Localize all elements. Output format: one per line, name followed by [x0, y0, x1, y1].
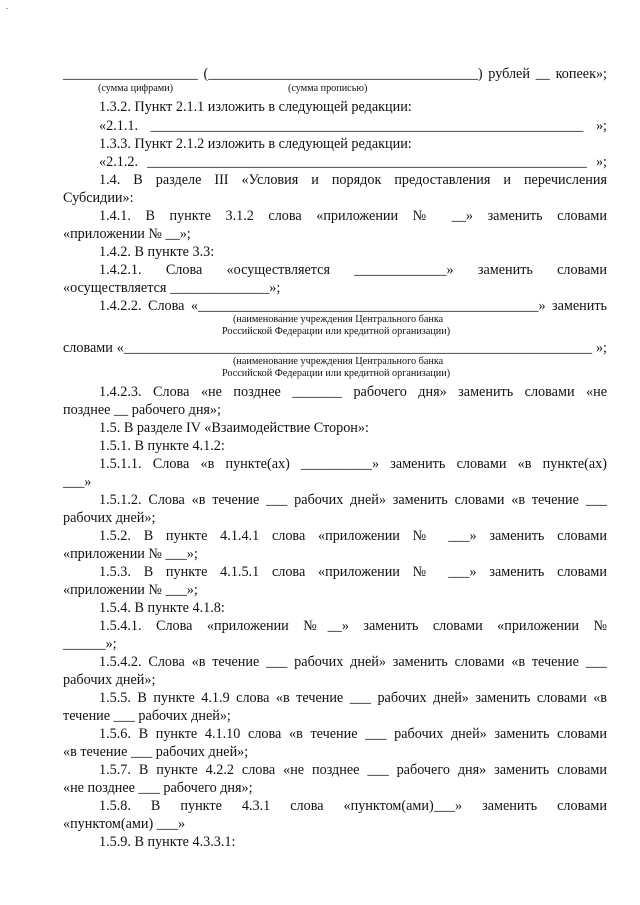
- clause-1-5-4-1: 1.5.4.1. Слова «приложении №__» заменить словами «приложении №: [99, 618, 607, 634]
- clause-1-4-2-3: 1.4.2.3. Слова «не позднее _______ рабочего дня» заменить словами «не: [99, 384, 607, 400]
- clause-1-5-6-cont: «в течение ___ рабочих дней»;: [63, 744, 249, 760]
- clause-1-5-1-2: 1.5.1.2. Слова «в течение ___ рабочих дней» заменить словами «в течение ___: [99, 492, 607, 508]
- clause-1-5-1-1-cont: ___»: [63, 474, 92, 490]
- caption-amount-digits: (сумма цифрами): [98, 83, 174, 94]
- caption-institution-2a: (наименование учреждения Центрального банка: [233, 356, 444, 367]
- corner-mark: .: [6, 2, 8, 11]
- clause-1-5: 1.5. В разделе IV «Взаимодействие Сторон»:: [99, 420, 369, 436]
- clause-1-5-6: 1.5.6. В пункте 4.1.10 слова «в течение ___ рабочих дней» заменить словами: [99, 726, 607, 742]
- clause-1-5-5-cont: течение ___ рабочих дней»;: [63, 708, 231, 724]
- clause-1-5-3: 1.5.3. В пункте 4.1.5.1 слова «приложении № ___» заменить словами: [99, 564, 607, 580]
- caption-institution-1b: Российской Федерации или кредитной организации): [222, 326, 451, 337]
- clause-1-5-9: 1.5.9. В пункте 4.3.3.1:: [99, 834, 236, 850]
- clause-1-4: 1.4. В разделе III «Условия и порядок предоставления и перечисления: [99, 172, 607, 188]
- clause-1-4-2-1: 1.4.2.1. Слова «осуществляется _____________» заменить словами: [99, 262, 607, 278]
- clause-1-5-7: 1.5.7. В пункте 4.2.2 слова «не позднее ___ рабочего дня» заменить словами: [99, 762, 607, 778]
- clause-1-5-4-1-cont: ______»;: [63, 636, 117, 652]
- clause-1-5-3-cont: «приложении № ___»;: [63, 582, 198, 598]
- clause-1-5-4: 1.5.4. В пункте 4.1.8:: [99, 600, 225, 616]
- clause-1-5-1-1: 1.5.1.1. Слова «в пункте(ах) __________» заменить словами «в пункте(ах): [99, 456, 607, 472]
- clause-1-3-3: 1.3.3. Пункт 2.1.2 изложить в следующей редакции:: [99, 136, 412, 152]
- clause-1-4-2-3-cont: позднее __ рабочего дня»;: [63, 402, 221, 418]
- clause-1-4-2-1-cont: «осуществляется ______________»;: [63, 280, 281, 296]
- clause-1-5-8-cont: «пунктом(ами) ___»: [63, 816, 186, 832]
- clause-1-5-1-2-cont: рабочих дней»;: [63, 510, 156, 526]
- clause-1-4-2-2: 1.4.2.2. Слова «________________________________________________» заменить: [99, 298, 607, 314]
- clause-1-5-2: 1.5.2. В пункте 4.1.4.1 слова «приложении № ___» заменить словами: [99, 528, 607, 544]
- caption-amount-words: (сумма прописью): [288, 83, 368, 94]
- clause-1-5-1: 1.5.1. В пункте 4.1.2:: [99, 438, 225, 454]
- clause-1-5-8: 1.5.8. В пункте 4.3.1 слова «пунктом(ами)___» заменить словами: [99, 798, 607, 814]
- clause-1-4-2: 1.4.2. В пункте 3.3:: [99, 244, 215, 260]
- clause-1-4-2-2-cont: словами «__________________________________________________________________ »;: [63, 340, 607, 356]
- clause-1-5-4-2: 1.5.4.2. Слова «в течение ___ рабочих дней» заменить словами «в течение ___: [99, 654, 607, 670]
- caption-institution-1a: (наименование учреждения Центрального банка: [233, 314, 444, 325]
- clause-2-1-1-text: «2.1.1. _____________________________________________________________ »;: [99, 118, 607, 134]
- clause-1-5-5: 1.5.5. В пункте 4.1.9 слова «в течение ___ рабочих дней» заменить словами «в: [99, 690, 607, 706]
- clause-1-4-1-cont: «приложении № __»;: [63, 226, 191, 242]
- caption-institution-2b: Российской Федерации или кредитной организации): [222, 368, 451, 379]
- amount-line: ___________________ (______________________________________) рублей __ копеек»;: [63, 66, 607, 82]
- clause-1-3-2: 1.3.2. Пункт 2.1.1 изложить в следующей редакции:: [99, 99, 412, 115]
- clause-1-5-4-2-cont: рабочих дней»;: [63, 672, 156, 688]
- clause-1-5-2-cont: «приложении № ___»;: [63, 546, 198, 562]
- clause-1-4-cont: Субсидии»:: [63, 190, 134, 206]
- clause-2-1-2-text: «2.1.2. ______________________________________________________________ »;: [99, 154, 607, 170]
- clause-1-5-7-cont: «не позднее ___ рабочего дня»;: [63, 780, 253, 796]
- clause-1-4-1: 1.4.1. В пункте 3.1.2 слова «приложении № __» заменить словами: [99, 208, 607, 224]
